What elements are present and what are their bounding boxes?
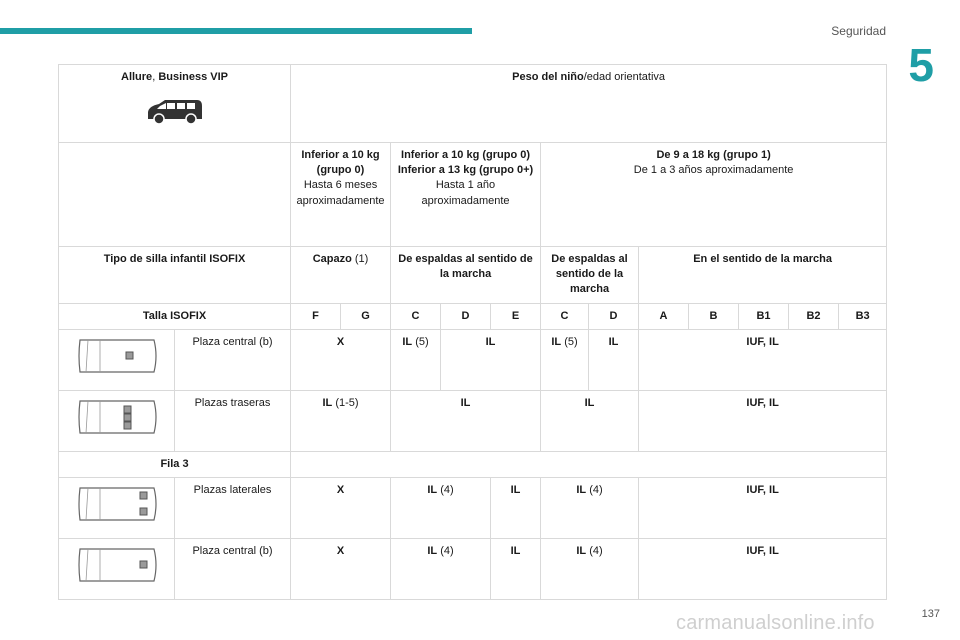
group1-cell: De 9 a 18 kg (grupo 1) De 1 a 3 años aproximadamente xyxy=(541,143,887,247)
group0plus-cell: Inferior a 10 kg (grupo 0) Inferior a 13 kg (grupo 0+) Hasta 1 año aproximadamente xyxy=(391,143,541,247)
talla-size: B3 xyxy=(839,303,887,329)
seat-marker xyxy=(126,352,133,359)
table-row xyxy=(59,451,887,477)
isofix-table xyxy=(58,64,887,600)
forward-facing-cell: En el sentido de la marcha xyxy=(639,247,887,304)
table-row: Plaza central (b) X IL (4) IL IL (4) IUF, IL xyxy=(59,538,887,599)
talla-size: C xyxy=(391,303,441,329)
talla-row xyxy=(59,303,887,329)
talla-size: E xyxy=(491,303,541,329)
header-row xyxy=(59,65,887,143)
car-top-icon xyxy=(74,395,160,439)
car-top-icon xyxy=(59,538,175,599)
table-row: Plazas traseras IL (1-5) IL IL IUF, IL xyxy=(59,390,887,451)
row-label: Plazas traseras xyxy=(175,390,291,451)
model-cell: Allure, Business VIP xyxy=(59,65,291,143)
type-row xyxy=(59,247,887,304)
type-label: Tipo de silla infantil ISOFIX xyxy=(59,247,291,304)
row-label: Plazas laterales xyxy=(175,477,291,538)
talla-size: B2 xyxy=(789,303,839,329)
talla-size: B1 xyxy=(739,303,789,329)
talla-size: D xyxy=(441,303,491,329)
car-top-icon xyxy=(59,390,175,451)
empty-cell xyxy=(59,143,291,247)
talla-size: D xyxy=(589,303,639,329)
seat-marker xyxy=(140,508,147,515)
table-row: Plaza central (b) X IL (5) IL IL (5) IL IUF, IL xyxy=(59,329,887,390)
row-label: Plaza central (b) xyxy=(175,538,291,599)
talla-size: B xyxy=(689,303,739,329)
watermark: carmanualsonline.info xyxy=(676,612,875,634)
row-label: Plaza central (b) xyxy=(175,329,291,390)
seat-marker xyxy=(140,492,147,499)
car-top-icon xyxy=(74,482,160,526)
talla-size: A xyxy=(639,303,689,329)
weight-row xyxy=(59,143,887,247)
van-side-icon xyxy=(145,97,205,127)
rear-facing-cell-2: De espaldas al sentido de la marcha xyxy=(541,247,639,304)
table-row: Plazas laterales X IL (4) IL IL (4) IUF, IL xyxy=(59,477,887,538)
group0-cell: Inferior a 10 kg (grupo 0) Hasta 6 meses aproximadamente xyxy=(291,143,391,247)
talla-label: Talla ISOFIX xyxy=(59,303,291,329)
car-top-icon xyxy=(74,334,160,378)
rear-facing-cell: De espaldas al sentido de la marcha xyxy=(391,247,541,304)
car-top-icon xyxy=(59,329,175,390)
page-number: 137 xyxy=(921,608,940,620)
section-header: Seguridad xyxy=(831,24,886,38)
seat-marker xyxy=(124,406,131,413)
seat-marker xyxy=(124,422,131,429)
car-top-icon xyxy=(74,543,160,587)
top-accent-bar xyxy=(0,28,472,34)
capazo-cell: Capazo (1) xyxy=(291,247,391,304)
row-label: Fila 3 xyxy=(59,451,291,477)
chapter-number: 5 xyxy=(908,39,934,91)
talla-size: F xyxy=(291,303,341,329)
talla-size: G xyxy=(341,303,391,329)
weight-title-cell: Peso del niño/edad orientativa xyxy=(291,65,887,143)
seat-marker xyxy=(124,414,131,421)
seat-marker xyxy=(140,561,147,568)
car-top-icon xyxy=(59,477,175,538)
talla-size: C xyxy=(541,303,589,329)
